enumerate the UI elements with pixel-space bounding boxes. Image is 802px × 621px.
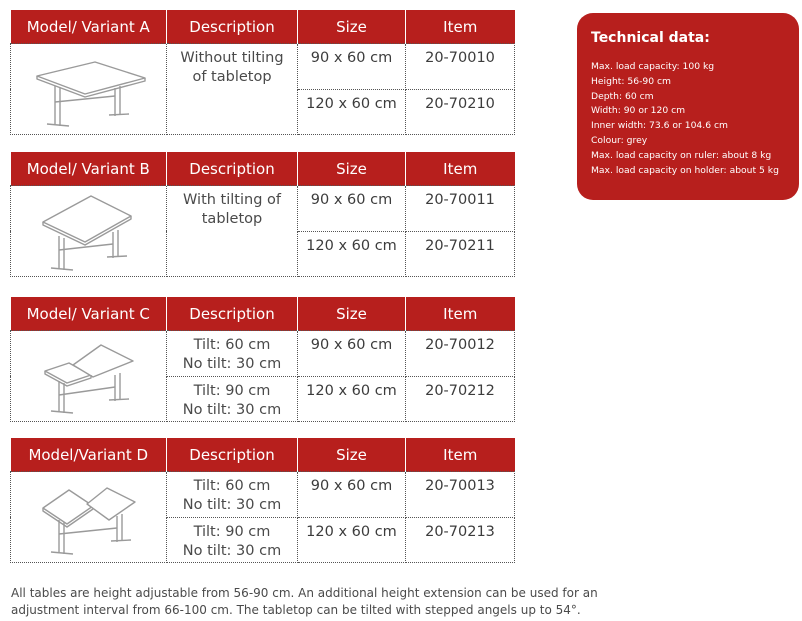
size-cell: 120 x 60 cm xyxy=(298,517,406,563)
size-cell: 120 x 60 cm xyxy=(298,231,406,277)
table-row xyxy=(11,186,515,232)
variant-d-table xyxy=(10,438,515,563)
technical-data-list xyxy=(591,60,799,178)
size-cell: 90 x 60 cm xyxy=(298,186,406,232)
model-header: Model/ Variant C xyxy=(11,297,167,331)
list-item: Max. load capacity on holder: about 5 kg xyxy=(591,164,779,176)
description-cell: Tilt: 60 cm No tilt: 30 cm xyxy=(167,472,298,518)
list-item: Depth: 60 cm xyxy=(591,90,654,102)
product-image-cell xyxy=(11,472,167,563)
list-item: Width: 90 or 120 cm xyxy=(591,105,686,117)
item-cell: 20-70210 xyxy=(406,89,515,135)
size-cell: 90 x 60 cm xyxy=(298,472,406,518)
model-header: Model/ Variant B xyxy=(11,152,167,186)
item-cell: 20-70213 xyxy=(406,517,515,563)
table-row xyxy=(11,472,515,518)
list-item: Max. load capacity on ruler: about 8 kg xyxy=(591,149,772,161)
table-header-row xyxy=(11,297,515,331)
list-item: Height: 56-90 cm xyxy=(591,75,672,87)
description-header: Description xyxy=(167,152,298,186)
description-cell: Tilt: 90 cm No tilt: 30 cm xyxy=(167,376,298,422)
footer-note xyxy=(11,585,598,619)
item-header: Item xyxy=(406,438,515,472)
description-cell: Tilt: 60 cm No tilt: 30 cm xyxy=(167,331,298,377)
desk-split-tilt-icon xyxy=(29,331,149,421)
list-item: Colour: grey xyxy=(591,134,648,146)
model-header: Model/Variant D xyxy=(11,438,167,472)
item-cell: 20-70010 xyxy=(406,44,515,90)
table-header-row xyxy=(11,10,515,44)
product-image-cell xyxy=(11,44,167,135)
item-header: Item xyxy=(406,10,515,44)
item-header: Item xyxy=(406,297,515,331)
desk-double-tilt-icon xyxy=(29,472,149,562)
product-image-cell xyxy=(11,186,167,277)
size-cell: 120 x 60 cm xyxy=(298,89,406,135)
size-header: Size xyxy=(298,152,406,186)
size-cell: 90 x 60 cm xyxy=(298,331,406,377)
description-header: Description xyxy=(167,297,298,331)
item-cell: 20-70012 xyxy=(406,331,515,377)
desk-flat-icon xyxy=(29,44,149,134)
item-cell: 20-70011 xyxy=(406,186,515,232)
description-cell: Tilt: 90 cm No tilt: 30 cm xyxy=(167,517,298,563)
size-cell: 120 x 60 cm xyxy=(298,376,406,422)
item-cell: 20-70211 xyxy=(406,231,515,277)
table-header-row xyxy=(11,438,515,472)
list-item: Max. load capacity: 100 kg xyxy=(591,61,715,72)
technical-data-title: Technical data: xyxy=(591,30,710,46)
size-header: Size xyxy=(298,438,406,472)
size-header: Size xyxy=(298,297,406,331)
item-header: Item xyxy=(406,152,515,186)
variant-a-table xyxy=(10,10,515,135)
description-cell: Without tilting of tabletop xyxy=(167,44,298,135)
list-item: Inner width: 73.6 or 104.6 cm xyxy=(591,120,728,132)
description-cell: With tilting of tabletop xyxy=(167,186,298,277)
item-cell: 20-70212 xyxy=(406,376,515,422)
item-cell: 20-70013 xyxy=(406,472,515,518)
table-row xyxy=(11,331,515,377)
table-row xyxy=(11,44,515,90)
size-cell: 90 x 60 cm xyxy=(298,44,406,90)
product-image-cell xyxy=(11,331,167,422)
technical-data-box xyxy=(577,13,799,200)
desk-tilted-icon xyxy=(29,186,149,276)
variant-c-table xyxy=(10,297,515,422)
model-header: Model/ Variant A xyxy=(11,10,167,44)
footer-line: adjustment interval from 66-100 cm. The tabletop can be tilted with stepped angels up to 54°. xyxy=(11,603,581,617)
description-header: Description xyxy=(167,10,298,44)
description-header: Description xyxy=(167,438,298,472)
table-header-row xyxy=(11,152,515,186)
footer-line: All tables are height adjustable from 56-90 cm. An additional height extension can be used for an xyxy=(11,586,598,600)
size-header: Size xyxy=(298,10,406,44)
variant-b-table xyxy=(10,152,515,277)
